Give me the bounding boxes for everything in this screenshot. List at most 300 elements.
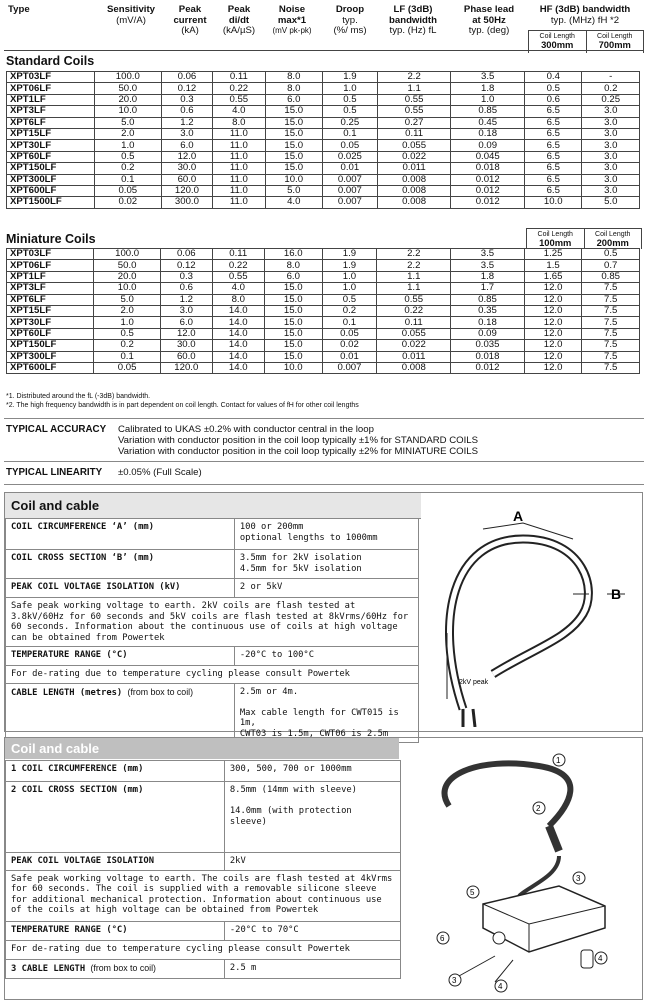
value-cell: 0.022 [377, 340, 451, 351]
value-cell: 7.5 [582, 294, 640, 305]
col-peak-didt: Peak di/dt (kA/µS) [222, 4, 256, 36]
value-cell: 0.55 [377, 106, 451, 117]
table-row [7, 151, 640, 162]
value-cell: 10.0 [265, 174, 322, 185]
value-cell: 3.0 [582, 128, 640, 139]
value-cell: 12.0 [524, 340, 582, 351]
value-cell: 0.035 [451, 340, 525, 351]
mini-coil-length-100: Coil Length 100mm [527, 229, 585, 249]
callout-4: 4 [598, 954, 603, 963]
table-row [7, 260, 640, 271]
box2-peak-label: PEAK COIL VOLTAGE ISOLATION [6, 853, 225, 871]
value-cell: 6.0 [161, 140, 212, 151]
type-cell: XPT300LF [7, 174, 95, 185]
value-cell: 3.0 [161, 305, 212, 316]
table-row [7, 317, 640, 328]
table-row [7, 117, 640, 128]
box2-title: Coil and cable [5, 738, 399, 759]
value-cell: - [582, 72, 640, 83]
value-cell: 0.5 [94, 328, 161, 339]
coil-connector [549, 826, 559, 851]
type-cell: XPT60LF [7, 328, 94, 339]
value-cell: 0.007 [322, 197, 377, 208]
value-cell: 0.5 [582, 249, 640, 260]
value-cell: 15.0 [264, 351, 322, 362]
value-cell: 0.008 [377, 174, 451, 185]
coil-cable-box-1 [4, 492, 643, 739]
table-row [7, 128, 640, 139]
value-cell: 1.25 [524, 249, 582, 260]
value-cell: 15.0 [264, 305, 322, 316]
table-row [7, 94, 640, 105]
type-cell: XPT15LF [7, 305, 94, 316]
value-cell: 15.0 [264, 328, 322, 339]
value-cell: 15.0 [265, 163, 322, 174]
box2-cross-label: 2 COIL CROSS SECTION (mm) [6, 782, 225, 853]
box2-cable-label: 3 CABLE LENGTH (from box to coil) [6, 959, 225, 978]
value-cell: 15.0 [265, 117, 322, 128]
value-cell: 6.0 [161, 317, 212, 328]
value-cell: 5.0 [582, 197, 640, 208]
value-cell: 0.012 [451, 197, 525, 208]
value-cell: 0.22 [212, 260, 264, 271]
value-cell: 7.5 [582, 317, 640, 328]
value-cell: 120.0 [161, 185, 212, 196]
value-cell: 7.5 [582, 362, 640, 373]
value-cell: 0.06 [161, 72, 212, 83]
value-cell: 10.0 [525, 197, 582, 208]
box2-circ-label: 1 COIL CIRCUMFERENCE (mm) [6, 761, 225, 782]
box2-table [5, 760, 401, 979]
accuracy-lines [118, 424, 638, 457]
value-cell: 0.22 [213, 83, 265, 94]
table-row [7, 351, 640, 362]
value-cell: 0.3 [161, 271, 212, 282]
value-cell: 11.0 [213, 128, 265, 139]
value-cell: 12.0 [524, 294, 582, 305]
value-cell: 0.018 [451, 351, 525, 362]
value-cell: 0.7 [582, 260, 640, 271]
value-cell: 12.0 [161, 151, 212, 162]
value-cell: 7.5 [582, 328, 640, 339]
value-cell: 10.0 [94, 283, 161, 294]
value-cell: 15.0 [265, 140, 322, 151]
callout-3: 3 [576, 874, 581, 883]
value-cell: 2.2 [377, 249, 451, 260]
value-cell: 6.5 [525, 185, 582, 196]
value-cell: 3.0 [161, 128, 212, 139]
type-cell: XPT60LF [7, 151, 95, 162]
value-cell: 11.0 [213, 163, 265, 174]
callout-6: 6 [440, 934, 445, 943]
box2-safe-text: Safe peak working voltage to earth. The coils are flash tested at 4kVrms for 60 seconds. The coil is supplied with a removable silicone sleeve for additional mechanical protection. Information about continuous use of the coils at high voltage can be obtained from Powertek [6, 870, 401, 921]
value-cell: 0.055 [377, 140, 451, 151]
coil-cable-box-2 [4, 737, 643, 1000]
table-row [7, 72, 640, 83]
value-cell: 100.0 [94, 72, 161, 83]
col-droop: Droop typ. (%/ ms) [333, 4, 367, 36]
value-cell: 0.11 [213, 72, 265, 83]
value-cell: 0.09 [451, 328, 525, 339]
box1-circ-value: 100 or 200mm optional lengths to 1000mm [234, 519, 418, 550]
value-cell: 3.5 [451, 260, 525, 271]
value-cell: 6.5 [525, 163, 582, 174]
bnc-connector [493, 932, 505, 944]
value-cell: 0.05 [322, 140, 377, 151]
value-cell: 1.1 [377, 271, 451, 282]
label-b: B [611, 586, 622, 602]
mini-coil-length-header [526, 228, 642, 249]
type-cell: XPT150LF [7, 163, 95, 174]
type-cell: XPT03LF [7, 249, 94, 260]
value-cell: 0.007 [322, 185, 377, 196]
value-cell: 60.0 [161, 174, 212, 185]
value-cell: 0.012 [451, 185, 525, 196]
value-cell: 0.2 [94, 340, 161, 351]
box1-cable-value: 2.5m or 4m. Max cable length for CWT015 is 1m, CWT03 is 1.5m, CWT06 is 2.5m [234, 683, 418, 743]
value-cell: 0.5 [322, 106, 377, 117]
value-cell: 5.0 [94, 294, 161, 305]
value-cell: 60.0 [161, 351, 212, 362]
battery-icon [581, 950, 593, 968]
box1-temp-label: TEMPERATURE RANGE (°C) [6, 647, 235, 666]
value-cell: 0.02 [94, 197, 161, 208]
box2-cross-value: 8.5mm (14mm with sleeve) 14.0mm (with protection sleeve) [224, 782, 400, 853]
value-cell: 2.2 [377, 72, 451, 83]
box2-temp-label: TEMPERATURE RANGE (°C) [6, 921, 225, 940]
value-cell: 0.85 [582, 271, 640, 282]
box1-derate: For de-rating due to temperature cycling please consult Powertek [6, 666, 419, 684]
value-cell: 0.1 [322, 317, 377, 328]
box1-temp-value: -20°C to 100°C [234, 647, 418, 666]
table-row [7, 106, 640, 117]
value-cell: 1.2 [161, 294, 212, 305]
value-cell: 0.05 [94, 185, 161, 196]
value-cell: 0.011 [377, 163, 451, 174]
value-cell: 11.0 [213, 197, 265, 208]
value-cell: 1.9 [322, 249, 377, 260]
table-row [7, 362, 640, 373]
header-rule [4, 50, 644, 51]
value-cell: 300.0 [161, 197, 212, 208]
value-cell: 30.0 [161, 163, 212, 174]
value-cell: 0.007 [322, 362, 377, 373]
value-cell: 100.0 [94, 249, 161, 260]
value-cell: 8.0 [212, 294, 264, 305]
value-cell: 0.5 [94, 151, 161, 162]
value-cell: 1.0 [451, 94, 525, 105]
callout-5: 5 [470, 888, 475, 897]
table-row [7, 305, 640, 316]
value-cell: 11.0 [213, 174, 265, 185]
col-phase: Phase lead at 50Hz typ. (deg) [463, 4, 515, 36]
value-cell: 8.0 [265, 72, 322, 83]
value-cell: 0.008 [377, 185, 451, 196]
value-cell: 14.0 [212, 351, 264, 362]
value-cell: 1.8 [451, 271, 525, 282]
value-cell: 0.25 [582, 94, 640, 105]
type-cell: XPT1LF [7, 94, 95, 105]
col-lf: LF (3dB) bandwidth typ. (Hz) fL [389, 4, 437, 36]
value-cell: 1.8 [451, 83, 525, 94]
value-cell: 1.9 [322, 72, 377, 83]
value-cell: 20.0 [94, 271, 161, 282]
footnote-1: *1. Distributed around the fL (-3dB) bandwidth. [6, 393, 151, 400]
value-cell: 0.06 [161, 249, 212, 260]
box1-peak-value: 2 or 5kV [234, 579, 418, 598]
value-cell: 50.0 [94, 260, 161, 271]
value-cell: 0.55 [213, 94, 265, 105]
type-cell: XPT15LF [7, 128, 95, 139]
value-cell: 0.6 [161, 283, 212, 294]
value-cell: 14.0 [212, 340, 264, 351]
type-cell: XPT6LF [7, 117, 95, 128]
value-cell: 0.11 [377, 128, 451, 139]
lead-lines [459, 956, 513, 982]
type-cell: XPT1LF [7, 271, 94, 282]
value-cell: 8.0 [264, 260, 322, 271]
table-row [7, 83, 640, 94]
value-cell: 1.0 [94, 317, 161, 328]
value-cell: 0.5 [322, 294, 377, 305]
type-cell: XPT30LF [7, 140, 95, 151]
box1-table [5, 518, 419, 743]
value-cell: 7.5 [582, 305, 640, 316]
value-cell: 6.5 [525, 106, 582, 117]
value-cell: 0.5 [525, 83, 582, 94]
value-cell: 0.85 [451, 106, 525, 117]
value-cell: 0.6 [161, 106, 212, 117]
accuracy-line: Calibrated to UKAS ±0.2% with conductor central in the loop [118, 424, 374, 435]
table-row [7, 140, 640, 151]
value-cell: 3.0 [582, 163, 640, 174]
value-cell: 0.012 [451, 174, 525, 185]
flex-coil [445, 763, 571, 826]
col-hf: HF (3dB) bandwidth typ. (MHz) fH *2 [539, 4, 631, 26]
value-cell: 30.0 [161, 340, 212, 351]
value-cell: 0.1 [322, 128, 377, 139]
value-cell: 1.5 [524, 260, 582, 271]
value-cell: 15.0 [264, 340, 322, 351]
value-cell: 0.5 [322, 94, 377, 105]
value-cell: 0.01 [322, 351, 377, 362]
box1-cable-label: CABLE LENGTH (metres) (from box to coil) [6, 683, 235, 743]
value-cell: 0.012 [451, 362, 525, 373]
type-cell: XPT600LF [7, 185, 95, 196]
value-cell: 11.0 [213, 140, 265, 151]
value-cell: 0.25 [322, 117, 377, 128]
col-peak-current: Peak current (kA) [173, 4, 207, 36]
value-cell: 3.0 [582, 117, 640, 128]
value-cell: 12.0 [161, 328, 212, 339]
value-cell: 0.1 [94, 174, 161, 185]
value-cell: 0.18 [451, 128, 525, 139]
callout-3b: 3 [452, 976, 457, 985]
value-cell: 15.0 [264, 317, 322, 328]
value-cell: 7.5 [582, 351, 640, 362]
divider [4, 461, 644, 462]
value-cell: 0.09 [451, 140, 525, 151]
value-cell: 12.0 [524, 328, 582, 339]
value-cell: 0.55 [212, 271, 264, 282]
value-cell: 3.0 [582, 185, 640, 196]
type-cell: XPT03LF [7, 72, 95, 83]
value-cell: 0.2 [94, 163, 161, 174]
value-cell: 6.5 [525, 174, 582, 185]
box1-cross-value: 3.5mm for 2kV isolation 4.5mm for 5kV isolation [234, 550, 418, 579]
value-cell: 0.6 [525, 94, 582, 105]
coil-assembly-diagram [409, 746, 637, 994]
value-cell: 0.011 [377, 351, 451, 362]
std-coil-length-700: Coil Length 700mm [597, 33, 633, 50]
value-cell: 0.008 [377, 362, 451, 373]
callout-2: 2 [536, 804, 541, 813]
value-cell: 5.0 [94, 117, 161, 128]
value-cell: 0.4 [525, 72, 582, 83]
value-cell: 0.85 [451, 294, 525, 305]
value-cell: 1.65 [524, 271, 582, 282]
value-cell: 0.22 [377, 305, 451, 316]
table-row [7, 294, 640, 305]
box2-temp-value: -20°C to 70°C [224, 921, 400, 940]
value-cell: 4.0 [265, 197, 322, 208]
value-cell: 0.3 [161, 94, 212, 105]
type-cell: XPT30LF [7, 317, 94, 328]
miniature-coils-table [6, 248, 640, 374]
std-coil-length-300: Coil Length 300mm [529, 31, 587, 53]
value-cell: 0.02 [322, 340, 377, 351]
type-cell: XPT150LF [7, 340, 94, 351]
value-cell: 0.01 [322, 163, 377, 174]
linearity-value: ±0.05% (Full Scale) [118, 467, 202, 478]
coil-diagram [423, 499, 637, 727]
value-cell: 12.0 [524, 283, 582, 294]
value-cell: 6.5 [525, 117, 582, 128]
col-sensitivity: Sensitivity (mV/A) [107, 4, 155, 26]
value-cell: 0.045 [451, 151, 525, 162]
table-row [7, 283, 640, 294]
value-cell: 14.0 [212, 317, 264, 328]
value-cell: 2.0 [94, 305, 161, 316]
type-cell: XPT06LF [7, 83, 95, 94]
value-cell: 15.0 [264, 294, 322, 305]
divider [4, 418, 644, 419]
value-cell: 0.008 [377, 197, 451, 208]
value-cell: 3.0 [582, 106, 640, 117]
box1-circ-label: COIL CIRCUMFERENCE ‘A’ (mm) [6, 519, 235, 550]
type-cell: XPT3LF [7, 106, 95, 117]
value-cell: 0.11 [212, 249, 264, 260]
value-cell: 1.2 [161, 117, 212, 128]
table-row [7, 174, 640, 185]
type-cell: XPT600LF [7, 362, 94, 373]
standard-coils-title: Standard Coils [6, 54, 95, 68]
value-cell: 0.27 [377, 117, 451, 128]
value-cell: 12.0 [524, 362, 582, 373]
callout-4b: 4 [498, 982, 503, 991]
value-cell: 16.0 [264, 249, 322, 260]
box1-safe-text: Safe peak working voltage to earth. 2kV coils are flash tested at 3.8kV/60Hz for 60 seconds and 5kV coils are flash tested at 8kVrms/60Hz for 60 seconds. Information about the continuous use of coils at high voltage can be obtained from Powertek [6, 598, 419, 647]
table-row [7, 185, 640, 196]
linearity-label: TYPICAL LINEARITY [6, 467, 103, 478]
value-cell: 0.2 [322, 305, 377, 316]
col-noise: Noise max*1 (mV pk-pk) [272, 4, 312, 35]
value-cell: 1.7 [451, 283, 525, 294]
spec-header [4, 2, 644, 52]
footnote-2: *2. The high frequency bandwidth is in part dependent on coil length. Contact for values of fH for other coil lengths [6, 402, 359, 409]
type-cell: XPT300LF [7, 351, 94, 362]
box1-title: Coil and cable [5, 493, 421, 519]
accuracy-line: Variation with conductor position in the coil loop typically ±2% for MINIATURE COILS [118, 446, 479, 457]
value-cell: 7.5 [582, 340, 640, 351]
box2-derate: For de-rating due to temperature cycling please consult Powertek [6, 940, 401, 959]
value-cell: 7.5 [582, 283, 640, 294]
value-cell: 0.05 [94, 362, 161, 373]
accuracy-label: TYPICAL ACCURACY [6, 424, 107, 435]
value-cell: 14.0 [212, 305, 264, 316]
table-row [7, 271, 640, 282]
value-cell: 15.0 [265, 106, 322, 117]
value-cell: 3.5 [451, 72, 525, 83]
value-cell: 0.018 [451, 163, 525, 174]
value-cell: 0.35 [451, 305, 525, 316]
box1-cross-label: COIL CROSS SECTION ‘B’ (mm) [6, 550, 235, 579]
box2-circ-value: 300, 500, 700 or 1000mm [224, 761, 400, 782]
value-cell: 0.2 [582, 83, 640, 94]
value-cell: 12.0 [524, 317, 582, 328]
value-cell: 6.0 [264, 271, 322, 282]
value-cell: 15.0 [265, 128, 322, 139]
value-cell: 6.5 [525, 140, 582, 151]
type-cell: XPT1500LF [7, 197, 95, 208]
value-cell: 0.55 [377, 94, 451, 105]
value-cell: 0.025 [322, 151, 377, 162]
value-cell: 0.022 [377, 151, 451, 162]
box2-peak-value: 2kV [224, 853, 400, 871]
value-cell: 50.0 [94, 83, 161, 94]
value-cell: 6.5 [525, 128, 582, 139]
value-cell: 4.0 [213, 106, 265, 117]
footnotes [6, 392, 626, 410]
value-cell: 0.1 [94, 351, 161, 362]
value-cell: 2.2 [377, 260, 451, 271]
value-cell: 11.0 [213, 151, 265, 162]
value-cell: 120.0 [161, 362, 212, 373]
value-cell: 3.0 [582, 140, 640, 151]
standard-coils-table [6, 71, 640, 209]
value-cell: 1.0 [322, 271, 377, 282]
type-cell: XPT3LF [7, 283, 94, 294]
value-cell: 0.05 [322, 328, 377, 339]
value-cell: 5.0 [265, 185, 322, 196]
value-cell: 11.0 [213, 185, 265, 196]
type-cell: XPT6LF [7, 294, 94, 305]
value-cell: 12.0 [524, 305, 582, 316]
value-cell: 8.0 [213, 117, 265, 128]
value-cell: 0.55 [377, 294, 451, 305]
box2-cable-value: 2.5 m [224, 959, 400, 978]
table-row [7, 163, 640, 174]
miniature-coils-title: Miniature Coils [6, 232, 96, 246]
value-cell: 1.0 [94, 140, 161, 151]
type-cell: XPT06LF [7, 260, 94, 271]
value-cell: 0.11 [377, 317, 451, 328]
value-cell: 6.0 [265, 94, 322, 105]
mini-coil-length-200: Coil Length 200mm [595, 231, 631, 248]
value-cell: 3.5 [451, 249, 525, 260]
value-cell: 14.0 [212, 328, 264, 339]
value-cell: 0.007 [322, 174, 377, 185]
